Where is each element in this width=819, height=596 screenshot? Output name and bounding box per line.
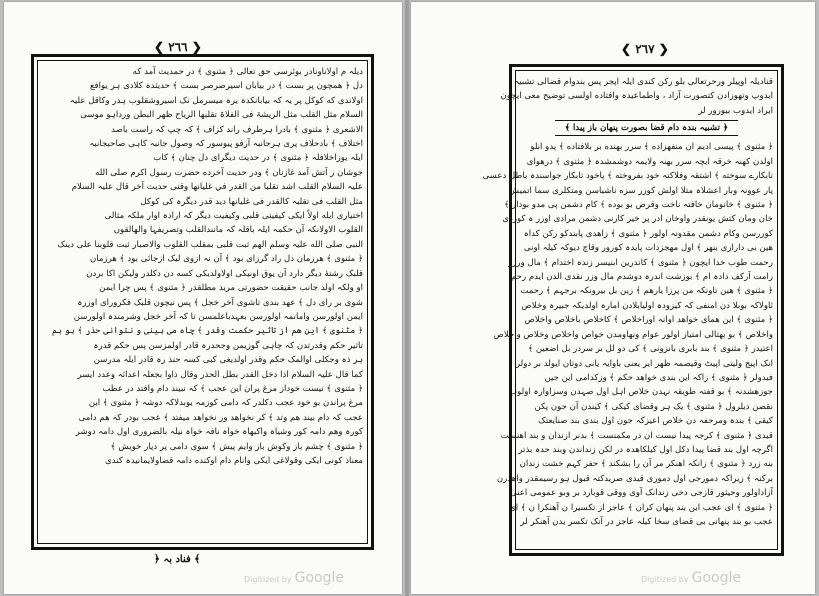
page-number: ❮ ٢٦٧ ❯ (621, 42, 669, 56)
text-line: جوزهشدنہ ﴾ بو قفتہ طویقہ نہدن خلاص اہل اول صہدن وسزاوارہ اولوب (509, 387, 773, 398)
text-line: عجب کہ دام بیند هم وتد ﴾ کر نخواهد ور نخواهد میفتد ﴾ عجب بودر کہ هم دامی (78, 412, 363, 423)
text-line: فیدولر ﴿ مثنوی ﴾ زاکہ این بندی خواهد حکم ﴾ وزکدامی این جیں (544, 372, 773, 383)
text-line: ئاولاکہ بوبلا دن امنفی کہ کیزودہ اولیابلادن امارہ اولدیکہ جبیرہ وخلاص (521, 300, 773, 311)
text-block (42, 65, 363, 539)
text-line: رامت آرکف دادہ ام ﴾ بوزشت اندرہ دوشدم مال وزر نقدی الدن ایدم رحم (510, 272, 773, 283)
text-line: ایدوپ وتهوزادن کتصورت آزاد ، واطماعیدہ وافتاده اولسی توضیح معی ایچون (500, 91, 773, 102)
text-line: ﴿ مثنوی ﴾ این همای خواهد اوانہ اوراخلاص ﴾ کاخلاص باخلاص واخلاص (524, 315, 773, 326)
watermark-prefix: Digitized by (244, 575, 292, 584)
text-line: اختیاری ایله اولاً ایکی کیفیتی قلبی وکیفیت دیگر کہ ارادہ اوار ملکہ مثالی (104, 211, 363, 222)
text-line: عجب بو بند پنهانی بی قضای سخا کیلہ عاجز در آنک تکسر یدن آهنکر لر (520, 516, 773, 527)
text-line: اولاندی که کوکل پر یہ کہ بیابانکدہ یرہ میسرمل نک اسیروشقلوب ہدر وکاقل علیہ (69, 95, 363, 106)
text-line: ایراد ایدوب بیورور لر (698, 105, 773, 116)
text-line: ﴿ مثنوی ﴾ نیست خوداز مرغ پران این عجب ﴾ کہ نبیند دام وافتد در عطب (102, 383, 363, 394)
watermark-prefix: Digitized by (641, 575, 689, 584)
text-line: ﴿ مثنوی ﴾ هین تاونکہ من پرزا یارهم ﴾ زین بل بیرونکہ برجہم ﴾ رحمت (520, 286, 773, 297)
text-line: برکنہ ﴾ زیراکہ دمورجی اول دموری قیدی صریدکتہ قبول ہو رسیمقدر واهدرن (496, 473, 773, 484)
text-line: خان ومان کتش یونقدر واوخان ادر پر خیر کارنی دشمن مرادی اوزر ہ کوردی (502, 214, 773, 225)
text-line: کما قال علیہ السلام اذا دخل القدر بطل الحذر وقال ذاوا بجعلہ اعدائہ وعدد ایسر (77, 369, 363, 380)
text-line: انک اپبج ولیتی اپیٹ وقیصمہ ظهر ایر یعنی باوایہ یانی دوتان ایولد بر دولر (515, 358, 773, 369)
text-line: شوی بر رای دل ﴾ عهد بندی تاشوی آخر خجل ﴾ پس نیچون قلبک فکرورای اوزرہ (77, 297, 363, 308)
text-line: علیہ السلام القلب اشد تقلبا من القدر في غليانها وقتی حدیث آخر قال علیہ السلام (71, 182, 363, 193)
text-line: القلوب الاولانکہ آن حکمہ ایلہ باقلہ کہ مانندالقلب وتصریفہا والهالقوں (113, 225, 363, 236)
text-line: رحمت طوب خدا ایچون ﴿ مثنوی ﴾ کاندرین ابنیسر زندہ اختدام ﴾ مال ورزر (508, 257, 773, 268)
body-text (482, 140, 773, 529)
text-line: واخلاص ﴾ بو بهتالی امتیاز اولور عوام ونهاومدن خواص واخلاص وخلاص واخلاص (493, 329, 773, 340)
text-line: اعتیدر ﴿ مثنوی ﴾ بند بابری بانزونی ﴾ کی دو لل بر سردر بل اضعین ﴾ (528, 344, 773, 355)
text-line: النبی صلی الله علیہ وسلم الهم ثبت قلبی بمقلب القلوب والاصبار ثبت قلوبنا علی دینک (57, 239, 363, 250)
text-line: اختلاف ﴾ بادحلاف پری ہرجانبہ آرفو پیوسور کہ وصول جانبہ کاہی صاحبجانبہ (89, 139, 363, 150)
text-line: قلبک رشتهٔ دیگر دارد آن یوق اونیکی اولاولدیکی کسه دن دکلدر ولیکن اکا بردن (86, 268, 363, 279)
right-page (411, 2, 815, 594)
text-line: قیدی ﴿ مثنوی ﴾ کرجہ پیدا نیست ان در مکمنست ﴾ بدنر ازندان و بند اهنست (500, 430, 773, 441)
text-line: کورہ وهم دامہ کور وشیاہ واکبھاہ خواہ نافہ خواہ نیلہ بالضروری اول دامہ دوشر (75, 427, 363, 438)
google-watermark (244, 570, 344, 586)
text-line: تاثیر حکم وقدرتدن کہ چاہی گوزیمن وجحدرہ قادر اولمزسن پس حکم قدرہ (93, 340, 363, 351)
text-line: دل ﴿ همچون پر بست ﴾ در بیابان اسیرصرصر بست ﴾ حدیثدہ کلادی ہر یوافع (89, 81, 363, 92)
left-page (4, 2, 402, 594)
text-line: جوشان ز آتش آمد غازنان ﴾ ودر حدیث آخرده حضرت رسول اکرم صلی الله (95, 167, 363, 178)
text-line: نقصن دیلرول ﴿ مثنوی ﴾ یک ہر وقضای کیکی ﴾ کیندن آن جون پکن (534, 401, 773, 412)
text-block (482, 75, 773, 545)
section-heading (520, 120, 773, 136)
text-line: مثل القلب فی تقلبہ کالقدر فی غلیانها دید قدر دیگرہ کی کوکل (140, 196, 363, 207)
text-frame (31, 54, 374, 550)
text-line: دیلہ م اولاناونادر بوئرسی حق تعالی ﴿ مثنوی ﴾ در حمدیث آمد که (132, 67, 363, 77)
text-line: مرغ پراندن بو خود عجب دکلدر کہ دامی کوزمہ یوبدلاکہ دوشہ ﴿ مثنوی ﴾ این (88, 398, 363, 409)
page-number: ❮ ٢٦٦ ❯ (154, 40, 202, 54)
text-line: اولدن کهنہ خرقہ ایچہ سرر بهنہ ولایمہ دوشمشدہ ﴿ مثنوی ﴾ درهوای (526, 156, 773, 167)
text-line: هین بی دارازی بنهر ﴾ اول مهجزدات پایدہ کورور وقاچ دیوکہ کیلہ اونی (523, 243, 773, 254)
text-line: او ولکہ اولد جانب حقیقت حضورتی مرید مطلقدر ﴿ مثنوی ﴾ پس چرا ایمن (99, 283, 363, 294)
watermark-brand: Google (294, 570, 344, 586)
text-line: آزاداولور وحیثور قازجی دخی زندانک آوی ووقی قوبارد بر وبو عمومی اعنی (509, 488, 773, 499)
page-divider (405, 0, 409, 596)
catchword: ﴿ فناد بہ ﴾ (154, 554, 201, 565)
text-line: تابکارے سوخته ﴾ اشتقہ وفلاکتہ خود بفروخته ﴾ پاخود تابکار جواسندہ باطل دعسی (482, 171, 773, 182)
text-line: ﴿ مثنوی ﴾ این هم از تاثیر حکمت وقدر ﴾ چاہ می بینی و نتوانی حذر ﴾ بو ہم (51, 326, 363, 337)
text-line: ﴿ مثنوی ﴾ پیسی ادیم ان منفهزاده ﴾ سرر بهنده بر بلافتاده ﴾ پدو انلو (530, 142, 773, 153)
text-line: ہر ذہ وجکلی اوالمک حکم وقدر اولدیغی کبی کسہ حنذ رہ قادر ایلہ مدرسن (93, 355, 363, 366)
text-line: ایمن اولورسن وامانمہ اولورسن بعہدباعلمسن تا کہ آخر خجل وشرمندہ اولورسن (73, 311, 363, 322)
text-line: ﴿ مثنوی ﴾ خانومان خافتہ ناخت وقرض بو بوده ﴾ کام دشمن پی مدو بودار ﴾ (504, 200, 773, 211)
text-line: بنه زرد ﴿ مثنوی ﴾ زانکہ اهنکر مر آن را بشکند ﴾ حفر کہم خشت زندان (519, 459, 773, 470)
text-line: پار عوونہ وبار اعشلاہ متلا اولش کوزر سزه ناشیاسن ومتکلری سما اتمیش (508, 185, 773, 196)
text-line: الاشعری ﴿ مثنوی ﴾ بادرا ہرطرف راند کزاف ﴾ کہ چپ کہ راست باصد (111, 124, 363, 135)
text-frame (482, 64, 784, 556)
text-line: السلام مثل القلب مثل الریشۃ فی الفلاۃ تقلبها الریاح ظهر البطن ورداہو موسی (80, 110, 363, 121)
text-line: معناذ کونی ایکی وقولاغی ایکی وانام دام اوکنده دامہ قضاولایمانیدہ کندی (105, 455, 363, 466)
text-line: کیقی ﴾ بندہ ومرحفہ دن خلاص اعیزکہ جون اول بندی بند صنایعتک (538, 416, 773, 427)
text-line: اگرچہ اول بند قضا پیدا دکل اول کیلکاهدہ در لکن زنداندن وبند حدہ بذتر (518, 444, 773, 455)
text-line: قنادیلہ اوپیلر ورحرتعالی بلو رکن کندی ایلہ اپجر پس بندوام قضالی تشبیہ (514, 77, 773, 87)
text-line: ﴿ مثنوی ﴾ چشم باز وکوش باز وایم پیش ﴾ سوی دامی پر دپار خویش ﴾ (110, 441, 363, 452)
text-line: ﴿ مثنوی ﴾ ای عجب این بند پنهان کران ﴾ عاجز از تکسیرا ن آهنکرا ن ﴾ ای (509, 502, 773, 513)
text-line: ایلہ یوزاخلافلہ ﴿ مثنوی ﴾ در حدیث دیگرای دل چنان ﴾ کاب (153, 153, 363, 164)
text-line: ﴿ مثنوی ﴾ هرزمان دل راد گرزای بود ﴾ آن نہ ازوی لیک ازجائی بود ﴾ هرزمان (89, 254, 363, 265)
watermark-brand: Google (691, 570, 741, 586)
intro-paragraph (500, 75, 773, 118)
text-line: کوررسن وکام دشمن مقدونہ اولور ﴿ مثنوی ﴾ زاهدی پابندکو رکن کداہ (523, 228, 773, 239)
section-heading-text: ﴿ تشبیہ بندہ دام قضا بصورت پنهان باز پیدا ﴾ (555, 120, 738, 136)
google-watermark (641, 570, 741, 586)
